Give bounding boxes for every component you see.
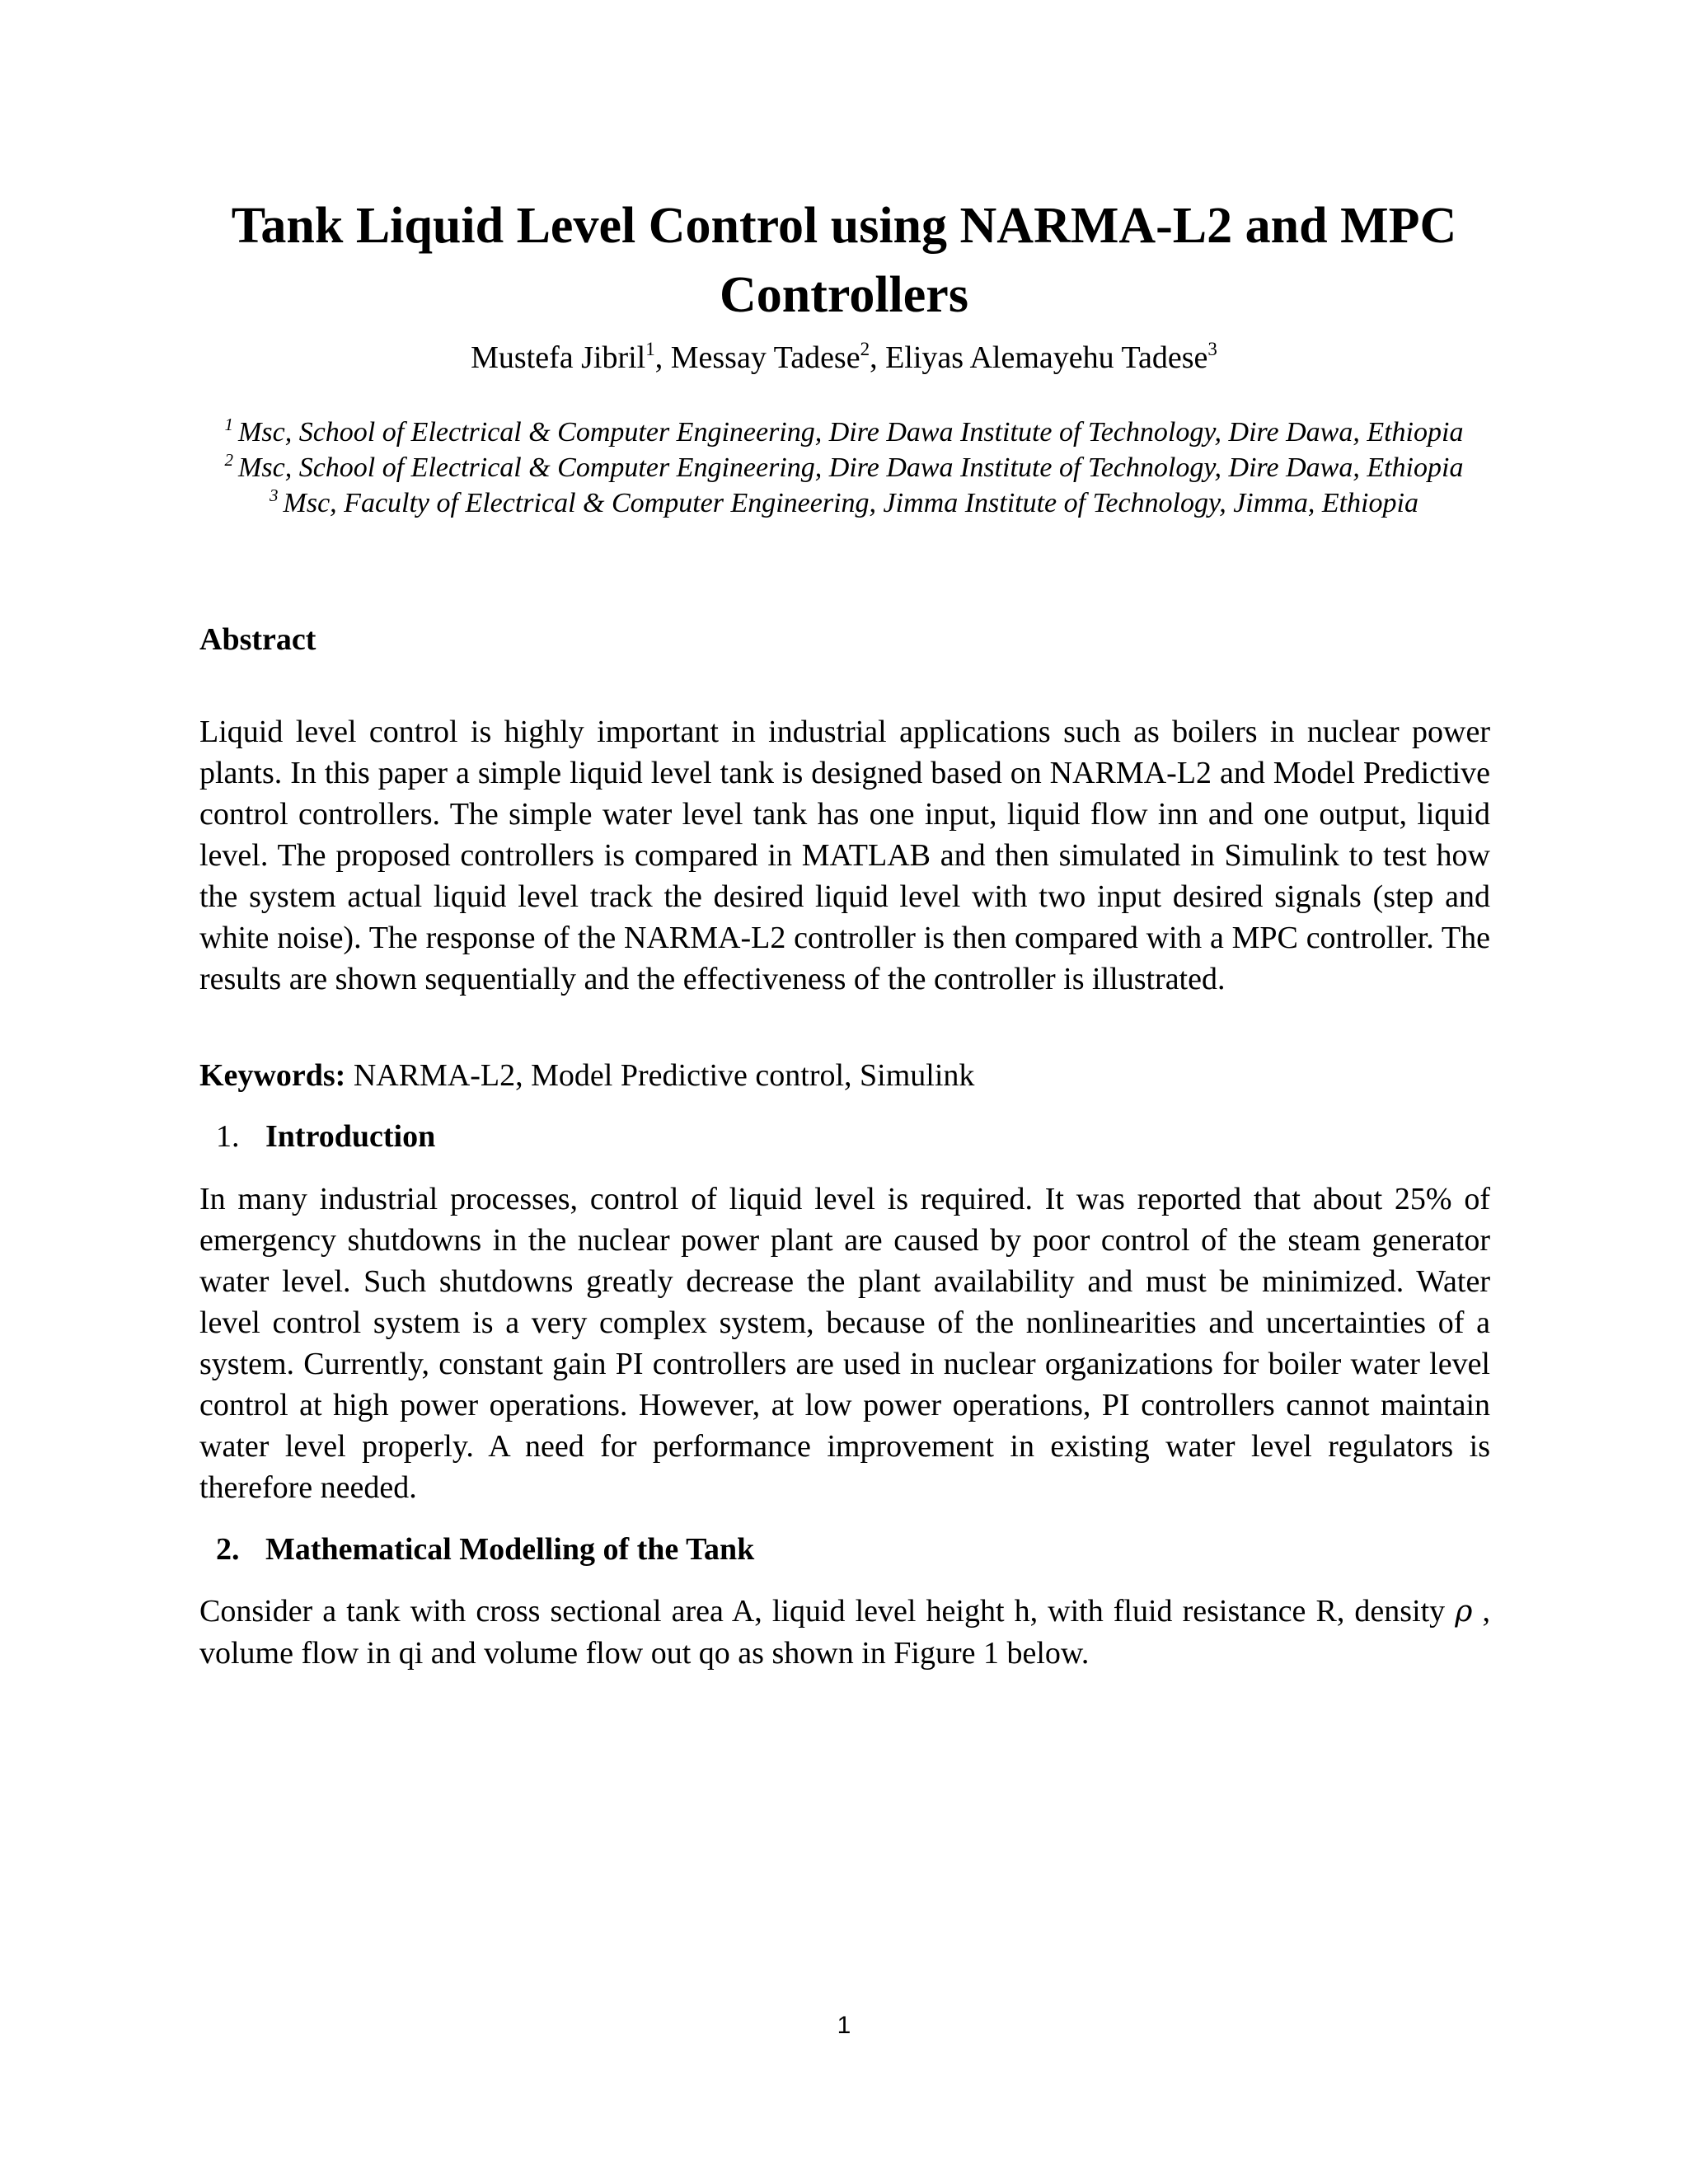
- abstract-heading: Abstract: [199, 622, 316, 657]
- author-separator: ,: [654, 340, 671, 375]
- section-heading-introduction: [216, 1117, 435, 1156]
- abstract-body: Liquid level control is highly important in industrial applications such as boilers in nuclear power plants. In this paper a simple liquid level tank is designed based on NARMA-L2 and Model Predictive control controllers. The simple water level tank has one input, liquid flow inn and one output, liquid level. The proposed controllers is compared in MATLAB and then simulated in Simulink to test how the system actual liquid level track the desired liquid level with two input desired signals (step and white noise). The response of the NARMA-L2 controller is then compared with a MPC controller. The results are shown sequentially and the effectiveness of the controller is illustrated.: [199, 715, 1490, 996]
- section-number: 2.: [216, 1532, 240, 1567]
- modelling-body: [199, 1591, 1490, 1674]
- author-affil-mark: 1: [645, 339, 655, 359]
- author-name: Eliyas Alemayehu Tadese: [885, 340, 1208, 375]
- author-name: Mustefa Jibril: [471, 340, 646, 375]
- section-title: Introduction: [265, 1119, 436, 1154]
- keywords-label: Keywords:: [199, 1058, 346, 1093]
- affiliation: [198, 451, 1490, 485]
- section-title: Mathematical Modelling of the Tank: [265, 1532, 755, 1567]
- author-name: Messay Tadese: [670, 340, 860, 375]
- author-affil-mark: 3: [1207, 339, 1217, 359]
- keywords-line: [199, 1055, 1490, 1096]
- affiliation-text: Msc, School of Electrical & Computer Engineering, Dire Dawa Institute of Technology, Dire Dawa, Ethiopia: [238, 452, 1464, 483]
- affiliation-mark: 1: [224, 415, 234, 434]
- introduction-body: In many industrial processes, control of liquid level is required. It was reported that about 25% of emergency shutdowns in the nuclear power plant are caused by poor control of the steam generator water level. Such shutdowns greatly decrease the plant availability and must be minimized. Water level control system is a very complex system, because of the nonlinearities and uncertainties of a system. Currently, constant gain PI controllers are used in nuclear organizations for boiler water level control at high power operations. However, at low power operations, PI controllers cannot maintain water level properly. A need for performance improvement in existing water level regulators is therefore needed.: [199, 1182, 1490, 1505]
- section-number: 1.: [216, 1119, 240, 1154]
- affiliation-text: Msc, Faculty of Electrical & Computer Engineering, Jimma Institute of Technology, Jimma, Ethiopia: [283, 488, 1418, 518]
- page-number: 1: [837, 2012, 851, 2039]
- section-heading-modelling: [216, 1530, 754, 1569]
- affiliation-text: Msc, School of Electrical & Computer Engineering, Dire Dawa Institute of Technology, Dire Dawa, Ethiopia: [238, 417, 1464, 448]
- affiliation: [198, 486, 1490, 521]
- author-separator: ,: [870, 340, 886, 375]
- affiliation: [198, 415, 1490, 450]
- affiliation-mark: 2: [224, 450, 234, 470]
- author-list: [198, 338, 1490, 377]
- paper-title: Tank Liquid Level Control using NARMA-L2 and MPC Controllers: [231, 198, 1457, 323]
- affiliation-mark: 3: [270, 485, 279, 505]
- modelling-text-end: , volume flow in qi and volume flow out qo as shown in Figure 1 below.: [199, 1594, 1490, 1671]
- modelling-text-start: Consider a tank with cross sectional area A, liquid level height h, with fluid resistance R, density: [199, 1594, 1456, 1629]
- affiliation-list: [198, 415, 1490, 522]
- author-affil-mark: 2: [860, 339, 870, 359]
- density-symbol: ρ: [1455, 1595, 1473, 1629]
- keywords-text: NARMA-L2, Model Predictive control, Simulink: [345, 1058, 975, 1093]
